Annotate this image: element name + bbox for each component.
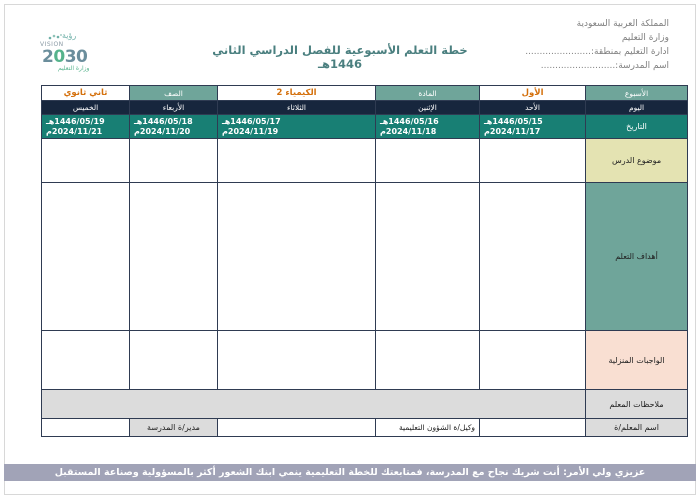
gregorian-date: 2024/11/17م xyxy=(484,126,541,136)
gregorian-date: 2024/11/19م xyxy=(222,126,279,136)
learning-goals-cell[interactable] xyxy=(130,183,218,331)
vision-2030-logo xyxy=(40,27,110,73)
day-name: الأربعاء xyxy=(130,101,218,115)
learning-goals-cell[interactable] xyxy=(376,183,480,331)
ministry-name: وزارة التعليم xyxy=(621,33,669,43)
homework-row xyxy=(42,331,688,390)
hijri-date: 1446/05/16هـ xyxy=(380,116,439,126)
logo-vision-arabic: رؤية xyxy=(62,31,77,40)
lesson-topic-cell[interactable] xyxy=(376,139,480,183)
principal-signature-cell[interactable] xyxy=(42,419,130,437)
week-value: الأول xyxy=(480,86,586,101)
logo-year: 2030 xyxy=(42,47,88,67)
day-name: الإثنين xyxy=(376,101,480,115)
document-page xyxy=(4,4,696,495)
logo-dots-icon xyxy=(48,33,62,41)
hijri-date: 1446/05/19هـ xyxy=(46,116,105,126)
homework-cell[interactable] xyxy=(218,331,376,390)
gregorian-date: 2024/11/20م xyxy=(134,126,191,136)
learning-goals-cell[interactable] xyxy=(480,183,586,331)
country-name: المملكة العربية السعودية xyxy=(576,19,669,29)
page-title: خطة التعلم الأسبوعية للفصل الدراسي الثاني 1446هـ xyxy=(212,43,468,71)
date-row-label: التاريخ xyxy=(586,115,688,139)
day-name: الأحد xyxy=(480,101,586,115)
hijri-date: 1446/05/18هـ xyxy=(134,116,193,126)
gregorian-date: 2024/11/18م xyxy=(380,126,437,136)
hijri-date: 1446/05/15هـ xyxy=(484,116,543,126)
logo-ministry-arabic: وزارة التعليم xyxy=(58,65,90,72)
teacher-name-label: اسم المعلم/ة xyxy=(586,419,688,437)
date-cell xyxy=(42,115,130,139)
subject-value: الكيمياء 2 xyxy=(218,86,376,101)
day-name: الثلاثاء xyxy=(218,101,376,115)
school-field: اسم المدرسة:.......................... xyxy=(540,61,669,71)
subject-label: المادة xyxy=(376,86,480,101)
date-cell xyxy=(130,115,218,139)
homework-label: الواجبات المنزلية xyxy=(586,331,688,390)
lesson-topic-cell[interactable] xyxy=(480,139,586,183)
days-row xyxy=(42,101,688,115)
lesson-topic-cell[interactable] xyxy=(42,139,130,183)
region-field: ادارة التعليم بمنطقة:....................... xyxy=(525,47,669,57)
logo-vision-label: VISION xyxy=(40,41,64,48)
parent-message-banner: عزيزي ولي الأمر: أنت شريك نجاح مع المدرسة، فمتابعتك للخطة التعليمية ينمي ابنك الشعور أكثر بالمسؤولية وصناعة المستقبل xyxy=(4,464,696,481)
gregorian-date: 2024/11/21م xyxy=(46,126,103,136)
meta-row xyxy=(42,86,688,101)
learning-goals-cell[interactable] xyxy=(218,183,376,331)
day-name: الخميس xyxy=(42,101,130,115)
date-cell xyxy=(218,115,376,139)
homework-cell[interactable] xyxy=(480,331,586,390)
lesson-topic-cell[interactable] xyxy=(218,139,376,183)
dates-row xyxy=(42,115,688,139)
teacher-name-cell[interactable] xyxy=(480,419,586,437)
lesson-topic-row xyxy=(42,139,688,183)
week-label: الأسبوع xyxy=(586,86,688,101)
teacher-notes-row xyxy=(42,390,688,419)
hijri-date: 1446/05/17هـ xyxy=(222,116,281,126)
date-cell xyxy=(480,115,586,139)
class-label: الصف xyxy=(130,86,218,101)
deputy-signature-cell[interactable] xyxy=(218,419,376,437)
date-cell xyxy=(376,115,480,139)
day-row-label: اليوم xyxy=(586,101,688,115)
weekly-plan-table xyxy=(41,85,688,437)
homework-cell[interactable] xyxy=(376,331,480,390)
learning-goals-row xyxy=(42,183,688,331)
header-info xyxy=(519,17,669,73)
teacher-notes-label: ملاحظات المعلم xyxy=(586,390,688,419)
learning-goals-label: أهداف التعلم xyxy=(586,183,688,331)
teacher-notes-cell[interactable] xyxy=(42,390,586,419)
lesson-topic-label: موضوع الدرس xyxy=(586,139,688,183)
learning-goals-cell[interactable] xyxy=(42,183,130,331)
deputy-label: وكيل/ة الشؤون التعليمية xyxy=(376,419,480,437)
principal-label: مدير/ة المدرسة xyxy=(130,419,218,437)
homework-cell[interactable] xyxy=(130,331,218,390)
signatures-row xyxy=(42,419,688,437)
lesson-topic-cell[interactable] xyxy=(130,139,218,183)
class-value: ثاني ثانوي xyxy=(42,86,130,101)
homework-cell[interactable] xyxy=(42,331,130,390)
